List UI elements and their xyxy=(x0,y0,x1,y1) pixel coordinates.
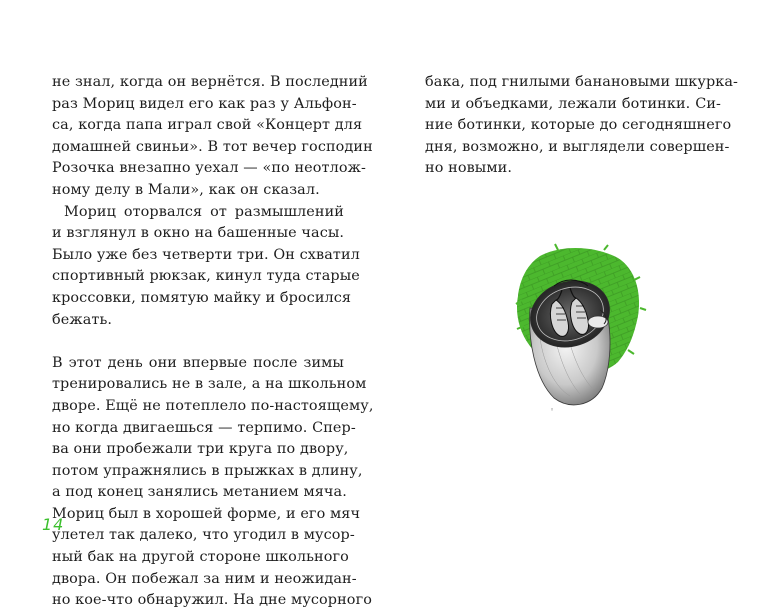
text-line: бежать. xyxy=(52,311,113,328)
text-line: кроссовки, помятую майку и бросился xyxy=(52,289,352,306)
text-line: ва они пробежали три круга по двору, xyxy=(52,441,349,458)
text-line: не знал, когда он вернётся. В последний xyxy=(52,74,368,90)
text-line: са, когда папа играл свой «Концерт для xyxy=(52,117,363,134)
text-line: Мориц оторвался от размышлений xyxy=(64,203,344,220)
trash-bin-with-shoes-illustration xyxy=(500,238,650,428)
text-line: а под конец занялись метанием мяча. xyxy=(52,484,347,501)
text-line: дворе. Ещё не потеплело по-настоящему, xyxy=(52,397,374,414)
text-line: спортивный рюкзак, кинул туда старые xyxy=(52,268,360,285)
text-line: домашней свиньи». В тот вечер господин xyxy=(52,138,373,155)
text-line: но новыми. xyxy=(425,160,512,177)
text-line: ному делу в Мали», как он сказал. xyxy=(52,181,320,198)
text-line: В этот день они впервые после зимы xyxy=(52,354,344,371)
paragraph-3 xyxy=(52,353,374,612)
text-line: ный бак на другой стороне школьного xyxy=(52,549,349,566)
text-line: дня, возможно, и выглядели совершен- xyxy=(425,138,730,155)
text-line: ми и объедками, лежали ботинки. Си- xyxy=(425,95,721,112)
text-line: Мориц был в хорошей форме, и его мяч xyxy=(52,505,361,522)
text-line: и взглянул в окно на башенные часы. xyxy=(52,225,345,242)
left-page-text xyxy=(52,72,374,612)
illustrator-signature-icon: ◦ xyxy=(550,406,555,414)
text-line: бака, под гнилыми банановыми шкурка- xyxy=(425,74,739,90)
text-line: но кое-что обнаружил. На дне мусорного xyxy=(52,592,372,609)
text-line: тренировались не в зале, а на школьном xyxy=(52,376,367,393)
text-line: раз Мориц видел его как раз у Альфон- xyxy=(52,95,357,112)
section-break xyxy=(52,331,344,353)
text-line: двора. Он побежал за ним и неожидан- xyxy=(52,570,357,587)
text-line: ние ботинки, которые до сегодняшнего xyxy=(425,117,732,134)
page-number: 14 xyxy=(42,515,65,534)
text-line: потом упражнялись в прыжках в длину, xyxy=(52,462,363,479)
text-line: но когда двигаешься — терпимо. Спер- xyxy=(52,419,356,436)
paragraph-1 xyxy=(52,72,373,202)
text-line: улетел так далеко, что угодил в мусор- xyxy=(52,527,355,544)
text-line: Было уже без четверти три. Он схватил xyxy=(52,246,360,263)
paragraph-2 xyxy=(52,202,360,332)
right-page-text xyxy=(425,72,739,180)
text-line: Розочка внезапно уехал — «по неотлож- xyxy=(52,160,366,177)
